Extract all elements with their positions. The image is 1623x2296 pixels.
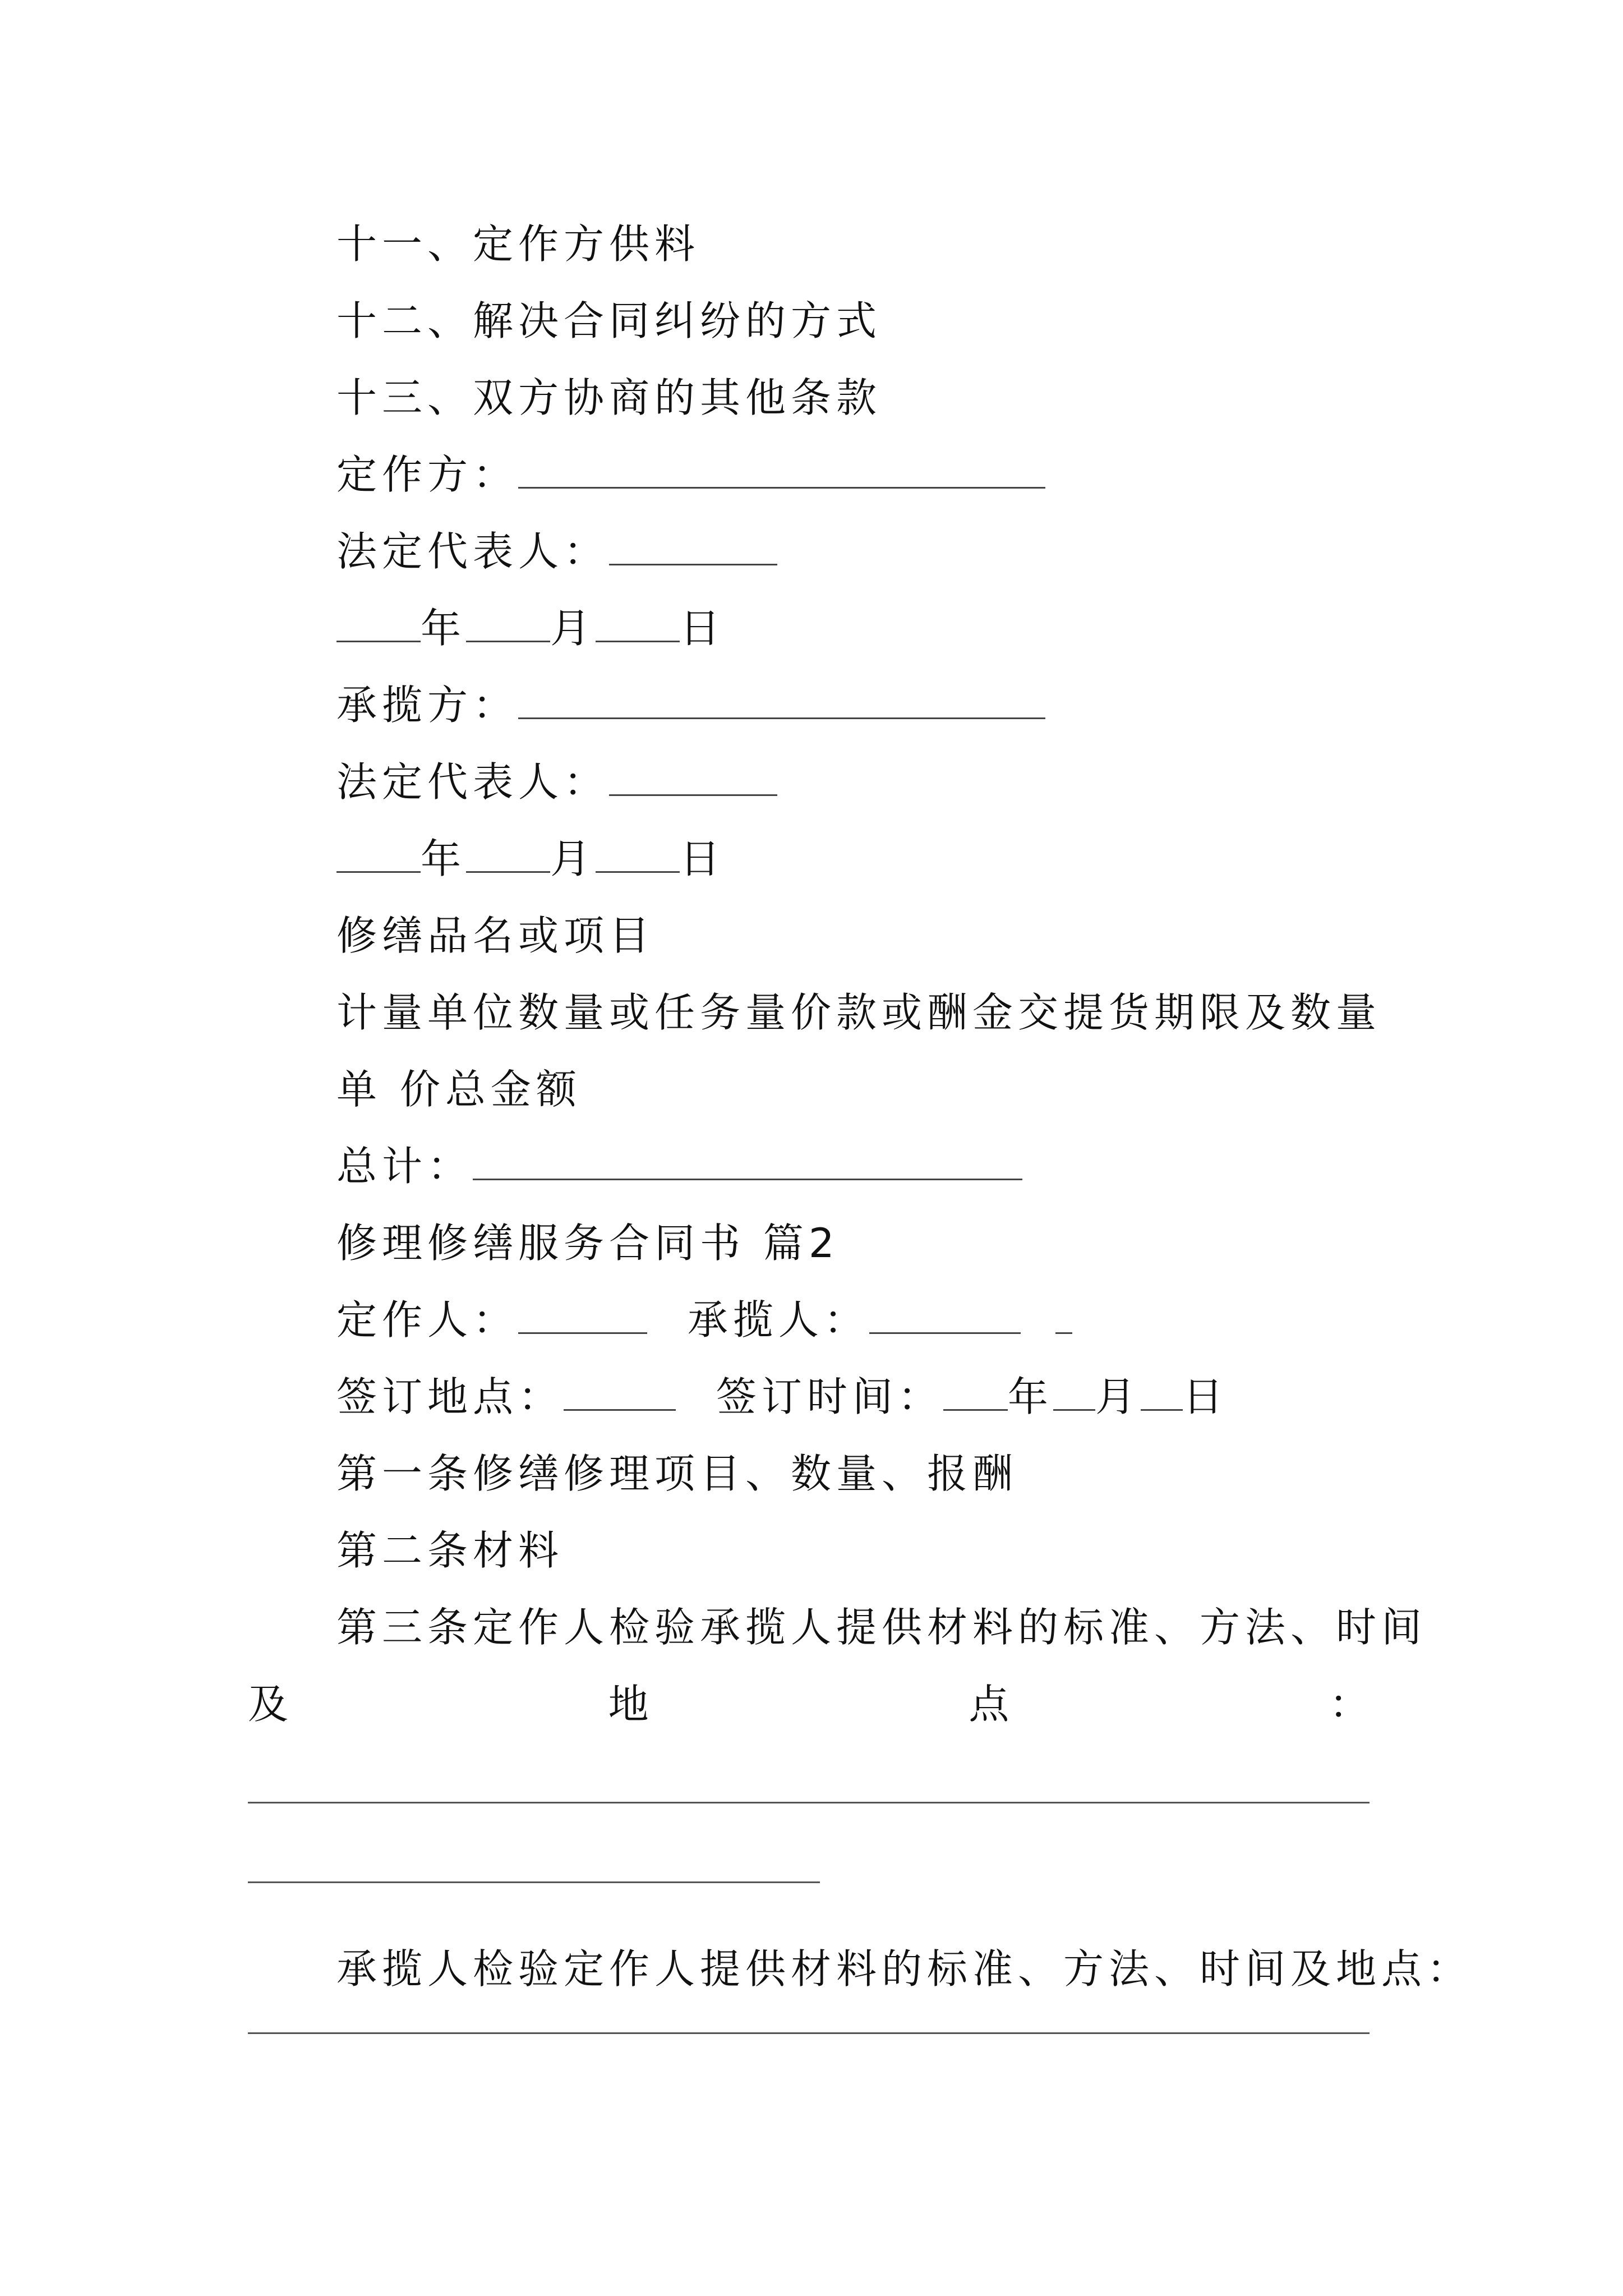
sign-month-label: 月 — [1095, 1373, 1141, 1420]
date-row-1 — [336, 603, 725, 654]
date-row-2 — [336, 834, 725, 884]
orderer-blank[interactable] — [518, 1295, 647, 1334]
answer-line-3[interactable] — [248, 2032, 1370, 2034]
day-blank-1[interactable] — [596, 604, 680, 642]
total-blank[interactable] — [473, 1142, 1022, 1180]
answer-line-1[interactable] — [248, 1802, 1370, 1803]
sign-row — [336, 1372, 1228, 1422]
sign-month-blank[interactable] — [1053, 1372, 1095, 1411]
party-a-row — [336, 449, 1045, 500]
party-b-label: 承揽方： — [336, 682, 519, 729]
total-row — [336, 1141, 1022, 1191]
rep-row-1 — [336, 526, 777, 577]
day-label-2: 日 — [680, 835, 726, 882]
parties-row — [336, 1295, 1072, 1345]
cont-char-4: ： — [1329, 1681, 1370, 1728]
contractor-check: 承揽人检验定作人提供材料的标准、方法、时间及地点： — [336, 1945, 1473, 1993]
sign-time-label: 签订时间： — [716, 1373, 943, 1420]
sign-year-label: 年 — [1007, 1373, 1053, 1420]
contractor-blank[interactable] — [869, 1295, 1021, 1334]
cont-char-2: 地 — [608, 1681, 649, 1728]
repair-item: 修缮品名或项目 — [336, 912, 655, 959]
sign-day-label: 日 — [1182, 1373, 1228, 1420]
party-b-row — [336, 680, 1045, 730]
contractor-blank-extra[interactable] — [1055, 1295, 1072, 1334]
rep-blank-1[interactable] — [609, 527, 777, 565]
month-blank-2[interactable] — [466, 834, 550, 873]
orderer-label: 定作人： — [336, 1296, 519, 1343]
article-1: 第一条修缮修理项目、数量、报酬 — [336, 1450, 1018, 1497]
article-3-continuation — [248, 1679, 1370, 1729]
cont-char-1: 及 — [248, 1681, 289, 1728]
rep-blank-2[interactable] — [609, 757, 777, 796]
clause-12: 十二、解决合同纠纷的方式 — [336, 297, 882, 344]
party-a-blank[interactable] — [518, 450, 1045, 489]
clause-11: 十一、定作方供料 — [336, 220, 700, 268]
day-label-1: 日 — [680, 605, 726, 652]
rep-row-2 — [336, 757, 777, 807]
rep-label-1: 法定代表人： — [336, 528, 610, 575]
article-3: 第三条定作人检验承揽人提供材料的标准、方法、时间 — [336, 1604, 1427, 1651]
clause-13: 十三、双方协商的其他条款 — [336, 374, 882, 421]
month-label-2: 月 — [550, 835, 596, 882]
table-header: 计量单位数量或任务量价款或酬金交提货期限及数量 — [336, 989, 1382, 1036]
year-blank-1[interactable] — [336, 604, 421, 642]
party-b-blank[interactable] — [518, 680, 1045, 719]
sign-year-blank[interactable] — [943, 1372, 1008, 1411]
sign-place-label: 签订地点： — [336, 1373, 564, 1420]
year-label-2: 年 — [421, 835, 467, 882]
year-blank-2[interactable] — [336, 834, 421, 873]
month-label-1: 月 — [550, 605, 596, 652]
cont-char-3: 点 — [969, 1681, 1009, 1728]
rep-label-2: 法定代表人： — [336, 758, 610, 806]
section-2-title: 修理修缮服务合同书 篇2 — [336, 1220, 840, 1267]
total-label: 总计： — [336, 1143, 473, 1190]
answer-line-2[interactable] — [248, 1881, 820, 1883]
sign-place-blank[interactable] — [564, 1372, 676, 1411]
day-blank-2[interactable] — [596, 834, 680, 873]
article-2: 第二条材料 — [336, 1527, 564, 1574]
year-label-1: 年 — [421, 605, 467, 652]
party-a-label: 定作方： — [336, 451, 519, 498]
month-blank-1[interactable] — [466, 604, 550, 642]
contractor-label: 承揽人： — [687, 1296, 869, 1343]
sign-day-blank[interactable] — [1141, 1372, 1183, 1411]
table-header-2: 单 价总金额 — [336, 1066, 582, 1113]
